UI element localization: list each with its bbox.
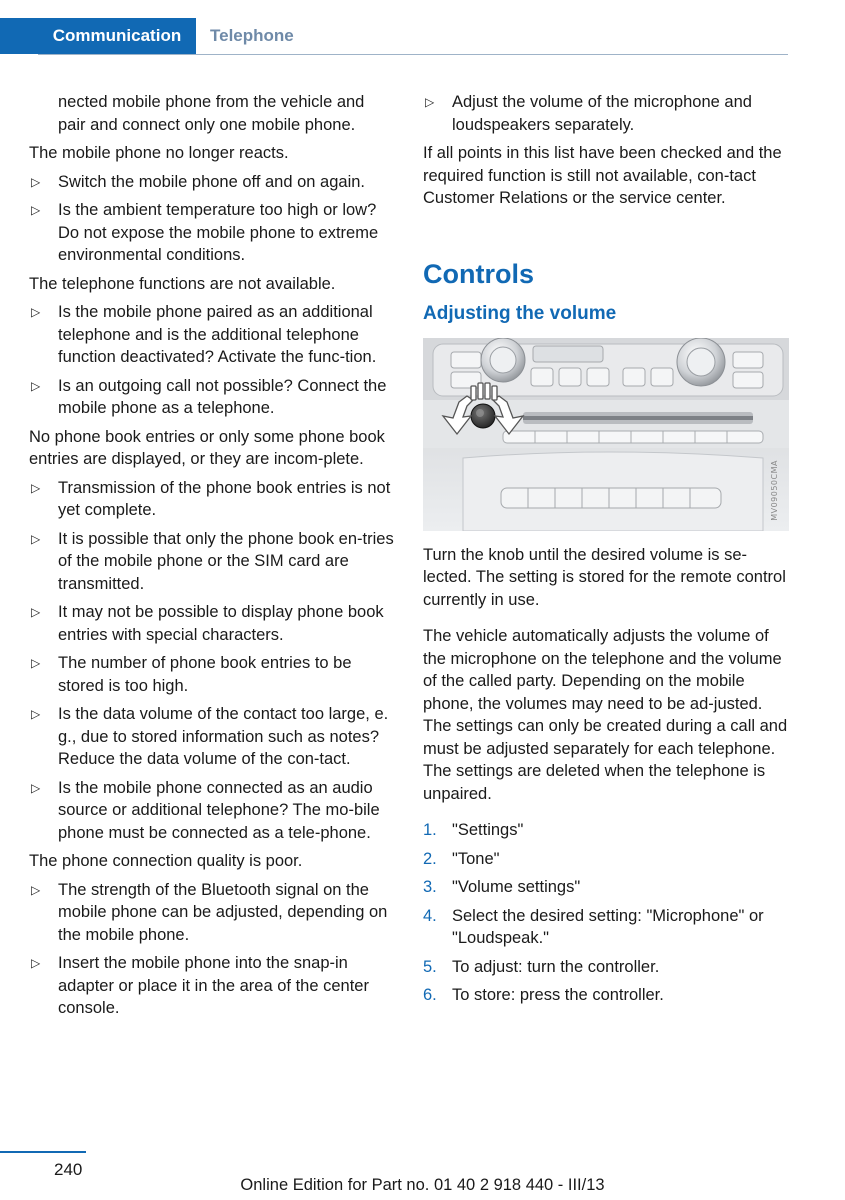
center-console-photo [423,338,789,531]
triangle-bullet-icon: ▷ [31,882,41,897]
list-item: ▷ It is possible that only the phone book en-tries of the mobile phone or the SIM card are transmitted. [31,529,394,593]
problem-heading: The telephone functions are not available. [29,274,336,293]
list-item: ▷ Is an outgoing call not possible? Connect the mobile phone as a telephone. [31,376,387,417]
bullet-list [29,477,395,845]
paragraph: Turn the knob until the desired volume is se-lected. The setting is stored for the remote control currently in use. [423,545,786,609]
list-item: 6. To store: press the controller. [423,986,664,1004]
list-item: 4. Select the desired setting: "Microphone" or "Loudspeak." [423,906,764,947]
header-accent-bar [0,18,38,54]
right-column [423,91,789,1013]
triangle-bullet-icon: ▷ [425,95,435,109]
footer-rule [0,1151,86,1153]
list-item: ▷ It may not be possible to display phone book entries with special characters. [31,603,384,644]
list-item: ▷ Is the data volume of the contact too large, e. g., due to stored information such as notes? Reduce the data volume of the con-tact. [31,705,389,768]
list-item: ▷ Is the mobile phone connected as an audio source or additional telephone? The mo-bile phone must be connected as a tele-phone. [31,778,380,842]
triangle-bullet-icon: ▷ [31,305,41,319]
triangle-bullet-icon: ▷ [31,174,41,189]
subsection-heading: Adjusting the volume [423,302,617,324]
list-item: ▷ The strength of the Bluetooth signal on the mobile phone can be adjusted, depending on the mobile phone. [31,880,388,944]
problem-heading: No phone book entries or only some phone book entries are displayed, or they are incom-plete. [29,427,385,468]
triangle-bullet-icon: ▷ [31,780,41,795]
edition-note: Online Edition for Part no. 01 40 2 918 440 - III/13 [240,1176,605,1194]
list-item: ▷ Is the mobile phone paired as an additional telephone and is the additional telephone function deactivated? Activate the func-tion. [31,303,377,366]
problem-heading: The mobile phone no longer reacts. [29,144,289,162]
figure-code: MV09050CMA [769,459,779,521]
triangle-bullet-icon: ▷ [31,531,41,546]
triangle-bullet-icon: ▷ [31,605,41,619]
triangle-bullet-icon: ▷ [31,656,41,670]
list-item: ▷ The number of phone book entries to be stored is too high. [31,654,352,695]
triangle-bullet-icon: ▷ [31,707,41,721]
bullet-list [29,301,395,420]
left-column [29,91,395,1026]
list-item: ▷ Transmission of the phone book entries is not yet complete. [31,478,391,519]
bullet-list [29,879,395,1020]
steps-list [423,819,789,1007]
bullet-list [423,91,789,136]
list-item: 1. "Settings" [423,821,524,839]
bullet-list [29,171,395,267]
list-item: ▷ Adjust the volume of the microphone and loudspeakers separately. [425,93,752,134]
list-item: 3. "Volume settings" [423,878,581,896]
paragraph: If all points in this list have been checked and the required function is still not available, con-tact Customer Relations or the service center. [423,144,782,207]
page-number: 240 [54,1160,83,1179]
problem-heading: The phone connection quality is poor. [29,852,303,870]
list-item: ▷ Is the ambient temperature too high or low? Do not expose the mobile phone to extreme environmental conditions. [31,201,379,264]
section-tab: Communication [38,18,196,54]
triangle-bullet-icon: ▷ [31,203,41,217]
continued-text: nected mobile phone from the vehicle and pair and connect only one mobile phone. [58,93,365,134]
list-item: ▷ Insert the mobile phone into the snap-in adapter or place it in the area of the center console. [31,954,369,1017]
paragraph: The vehicle automatically adjusts the volume of the microphone on the telephone and the volume of the called party. Depending on the mobile phone, the volumes may need to be ad-justed. The settings can only be created during a call and must be adjusted separately for each telephone. The settings are deleted when the telephone is unpaired. [423,627,788,803]
list-item: 2. "Tone" [423,849,500,868]
list-item: 5. To adjust: turn the controller. [423,957,660,976]
header-rule [38,54,788,55]
triangle-bullet-icon: ▷ [31,378,41,393]
subsection-tab: Telephone [210,26,294,45]
section-heading: Controls [423,258,534,289]
triangle-bullet-icon: ▷ [31,480,41,495]
list-item: ▷ Switch the mobile phone off and on again. [29,171,395,194]
triangle-bullet-icon: ▷ [31,956,41,970]
